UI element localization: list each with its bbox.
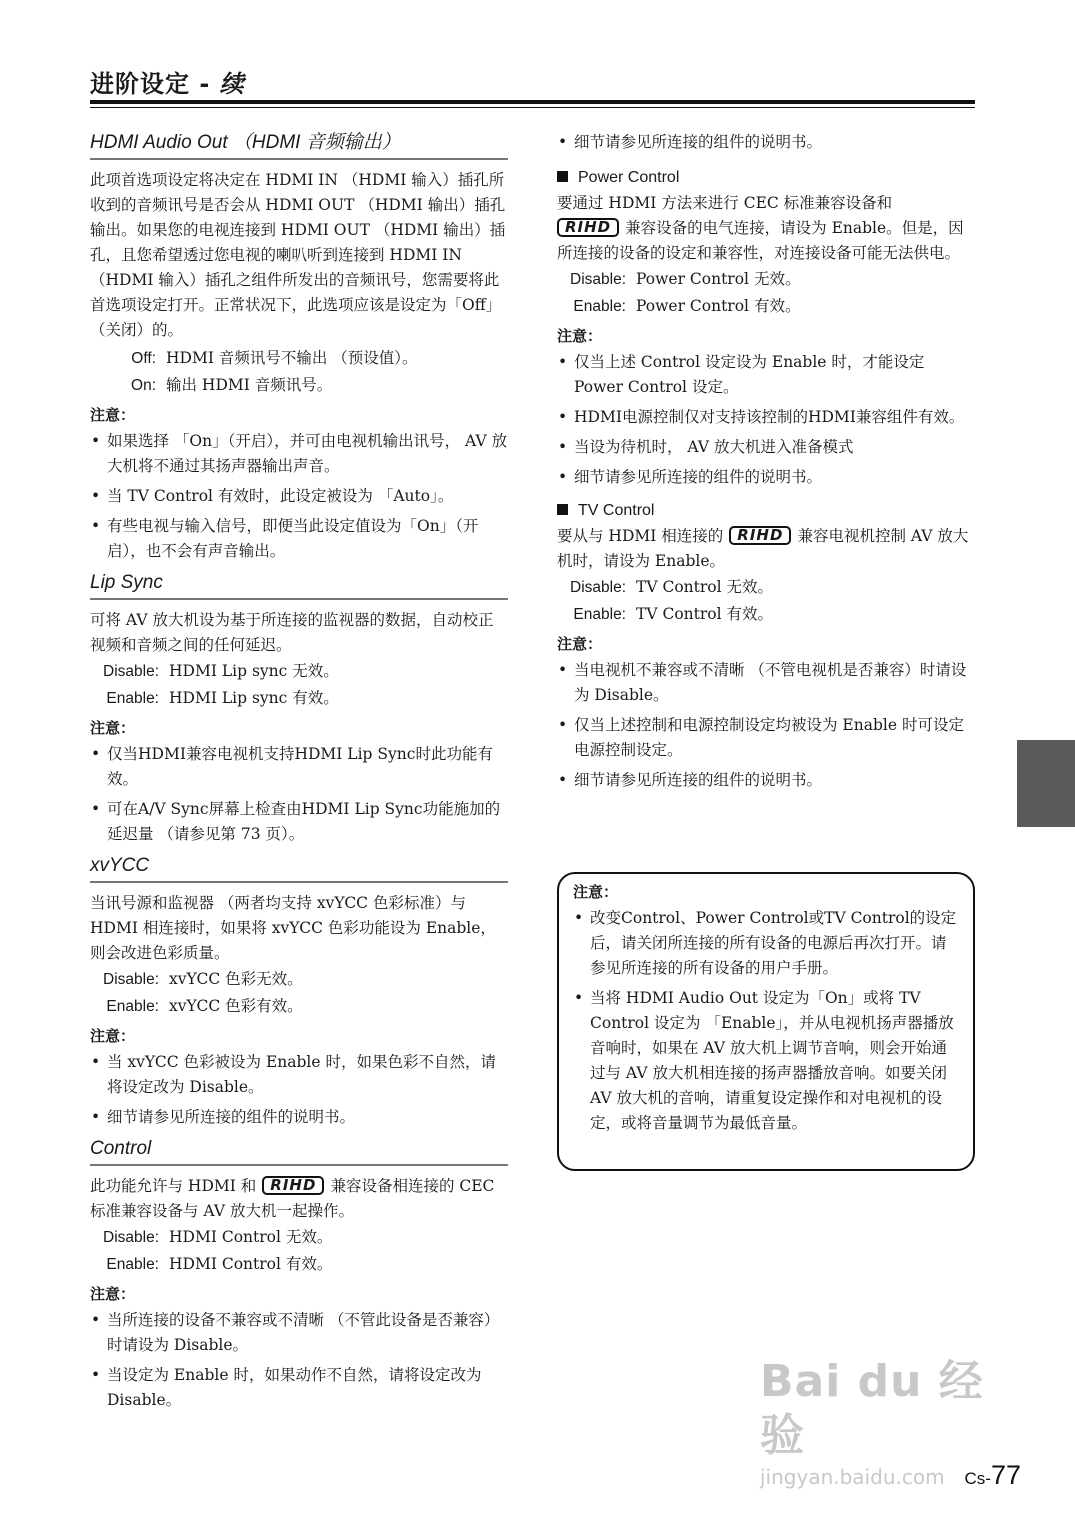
note-item: • 可在A/V Sync屏幕上检查由HDMI Lip Sync功能施加的延迟量 （请参见第 73 页）。: [90, 797, 508, 847]
note-list: [90, 742, 508, 847]
option-value: xvYCC 色彩无效。: [169, 970, 303, 988]
note-item: • 有些电视与输入信号，即便当此设定值设为「On」（开启），也不会有声音输出。: [90, 514, 508, 564]
note-box-item: • 当将 HDMI Audio Out 设定为「On」或将 TV Control 设定为 「Enable」，并从电视机扬声器播放音响时，如果在 AV 放大机上调节音响，则会开始通过与 AV 放大机相连接的扬声器播放音响。如要关闭 AV 放大机的音响，请重复设定操作和对电视机的设定，或将音量调节为最低音量。: [573, 986, 959, 1136]
xvycc-title: xvYCC: [90, 853, 508, 883]
tv-control-heading: [557, 500, 975, 522]
note-item: • HDMI电源控制仅对支持该控制的HDMI兼容组件有效。: [557, 405, 975, 430]
option-key: Enable:: [106, 998, 159, 1015]
option-row: [557, 293, 975, 320]
note-list: [557, 350, 975, 490]
page-title-main: 进阶设定: [90, 70, 190, 98]
lip-sync-title: Lip Sync: [90, 570, 508, 600]
hdmi-audio-out-title: HDMI Audio Out （HDMI 音频输出）: [90, 130, 508, 160]
page-title-separator: -: [190, 70, 220, 98]
option-key: Disable:: [103, 663, 159, 680]
note-item: • 仅当上述 Control 设定设为 Enable 时，才能设定 Power Control 设定。: [557, 350, 975, 400]
option-key: Enable:: [573, 606, 626, 623]
tv-control-body: [557, 524, 975, 574]
note-heading: 注意：: [557, 636, 603, 653]
rihd-logo-icon: RIHD: [557, 218, 619, 237]
option-key: Disable:: [103, 971, 159, 988]
note-item: • 细节请参见所连接的组件的说明书。: [90, 1105, 508, 1130]
option-row: [557, 601, 975, 628]
hdmi-audio-out-body: 此项首选项设定将决定在 HDMI IN （HDMI 输入）插孔所收到的音频讯号是否会从 HDMI OUT （HDMI 输出）插孔输出。如果您的电视连接到 HDMI OUT （HDMI 输出）插孔，且您希望透过您电视的喇叭听到连接到 HDMI IN （HDMI 输入）插孔之组件所发出的音频讯号，您需要将此首选项设定打开。正常状况下，此选项应该是设定为「Off」（关闭）的。: [90, 171, 506, 339]
option-key: Enable:: [106, 690, 159, 707]
option-value: TV Control 有效。: [636, 605, 773, 623]
note-item: • 仅当上述控制和电源控制设定均被设为 Enable 时可设定电源控制设定。: [557, 713, 975, 763]
note-heading: 注意：: [90, 720, 136, 737]
option-value: HDMI Lip sync 无效。: [169, 662, 339, 680]
option-value: TV Control 无效。: [636, 578, 773, 596]
control-body: [90, 1174, 508, 1224]
note-item: • 仅当HDMI兼容电视机支持HDMI Lip Sync时此功能有效。: [90, 742, 508, 792]
note-item: • 当 xvYCC 色彩被设为 Enable 时，如果色彩不自然，请将设定改为 Disable。: [90, 1050, 508, 1100]
power-control-body-a: 要通过 HDMI 方法来进行 CEC 标准兼容设备和: [557, 194, 893, 212]
option-value: HDMI Lip sync 有效。: [169, 689, 339, 707]
option-row: [90, 345, 508, 372]
tv-control-body-b: 兼容电视机控制 AV 放大机时，请设为 Enable。: [557, 527, 969, 570]
rihd-logo-icon: RIHD: [729, 526, 791, 545]
note-item: • 细节请参见所连接的组件的说明书。: [557, 768, 975, 793]
option-row: [557, 266, 975, 293]
note-box-list: [573, 906, 959, 1136]
control-body-b: 兼容设备相连接的 CEC 标准兼容设备与 AV 放大机一起操作。: [90, 1177, 495, 1220]
note-item: • 当设为待机时， AV 放大机进入准备模式: [557, 435, 975, 460]
option-key: Enable:: [106, 1256, 159, 1273]
note-box: [557, 872, 975, 1171]
note-list: [557, 658, 975, 793]
option-value: HDMI Control 无效。: [169, 1228, 333, 1246]
option-key: Enable:: [573, 298, 626, 315]
note-list: [90, 1050, 508, 1130]
option-value: 输出 HDMI 音频讯号。: [166, 376, 333, 394]
option-key: On:: [131, 377, 156, 394]
power-control-title: Power Control: [578, 169, 680, 186]
option-value: xvYCC 色彩有效。: [169, 997, 303, 1015]
option-key: Off:: [131, 350, 156, 367]
right-column: [557, 130, 975, 799]
control-title: Control: [90, 1136, 508, 1166]
tv-control-body-a: 要从与 HDMI 相连接的: [557, 527, 724, 545]
option-row: [90, 993, 508, 1020]
note-box-item: • 改变Control、Power Control或TV Control的设定后，请关闭所连接的所有设备的电源后再次打开。请参见所连接的所有设备的用户手册。: [573, 906, 959, 981]
page-title-suffix: 续: [219, 70, 245, 98]
page-title: [90, 64, 245, 99]
note-heading: 注意：: [557, 328, 603, 345]
page-number-prefix: Cs-: [964, 1469, 991, 1488]
note-heading: 注意：: [90, 407, 136, 424]
note-item: • 细节请参见所连接的组件的说明书。: [557, 130, 975, 155]
page-number: [965, 1460, 1022, 1491]
note-list: [557, 130, 975, 155]
option-row: [557, 574, 975, 601]
page-number-value: 77: [990, 1460, 1021, 1490]
option-value: Power Control 有效。: [636, 297, 801, 315]
option-key: Disable:: [570, 579, 626, 596]
power-control-heading: [557, 167, 975, 189]
chapter-side-tab: [1017, 740, 1075, 827]
header-rule-thick: [90, 100, 975, 104]
option-value: Power Control 无效。: [636, 270, 801, 288]
note-heading: 注意：: [90, 1286, 136, 1303]
control-body-a: 此功能允许与 HDMI 和: [90, 1177, 257, 1195]
note-item: • 当 TV Control 有效时，此设定被设为 「Auto」。: [90, 484, 508, 509]
note-item: • 当所连接的设备不兼容或不清晰 （不管此设备是否兼容）时请设为 Disable。: [90, 1308, 508, 1358]
note-list: [90, 429, 508, 564]
note-item: • 细节请参见所连接的组件的说明书。: [557, 465, 975, 490]
rihd-logo-icon: RIHD: [262, 1176, 324, 1195]
note-list: [90, 1308, 508, 1413]
option-key: Disable:: [570, 271, 626, 288]
note-heading: 注意：: [90, 1028, 136, 1045]
power-control-body: [557, 191, 975, 266]
option-row: [90, 685, 508, 712]
lip-sync-body: 可将 AV 放大机设为基于所连接的监视器的数据，自动校正视频和音频之间的任何延迟。: [90, 611, 494, 654]
option-row: [90, 1251, 508, 1278]
note-item: • 当设定为 Enable 时，如果动作不自然，请将设定改为 Disable。: [90, 1363, 508, 1413]
power-control-body-b: 兼容设备的电气连接，请设为 Enable。但是，因所连接的设备的设定和兼容性，对连接设备可能无法供电。: [557, 219, 964, 262]
watermark-brand: Bai du 经验: [760, 1356, 984, 1461]
option-key: Disable:: [103, 1229, 159, 1246]
note-item: • 当电视机不兼容或不清晰 （不管电视机是否兼容）时请设为 Disable。: [557, 658, 975, 708]
left-column: [90, 130, 508, 1419]
watermark-url: jingyan.baidu.com: [760, 1465, 945, 1489]
option-row: [90, 966, 508, 993]
xvycc-body: 当讯号源和监视器 （两者均支持 xvYCC 色彩标准）与 HDMI 相连接时，如果将 xvYCC 色彩功能设为 Enable，则会改进色彩质量。: [90, 894, 496, 962]
header-rule-thin: [90, 107, 975, 108]
square-bullet-icon: [557, 504, 568, 515]
option-row: [90, 372, 508, 399]
square-bullet-icon: [557, 171, 568, 182]
option-value: HDMI 音频讯号不输出 （预设值）。: [166, 349, 418, 367]
tv-control-title: TV Control: [578, 502, 655, 519]
option-value: HDMI Control 有效。: [169, 1255, 333, 1273]
option-row: [90, 1224, 508, 1251]
note-box-heading: 注意：: [573, 884, 619, 901]
note-item: • 如果选择 「On」（开启），并可由电视机输出讯号， AV 放大机将不通过其扬声器输出声音。: [90, 429, 508, 479]
option-row: [90, 658, 508, 685]
